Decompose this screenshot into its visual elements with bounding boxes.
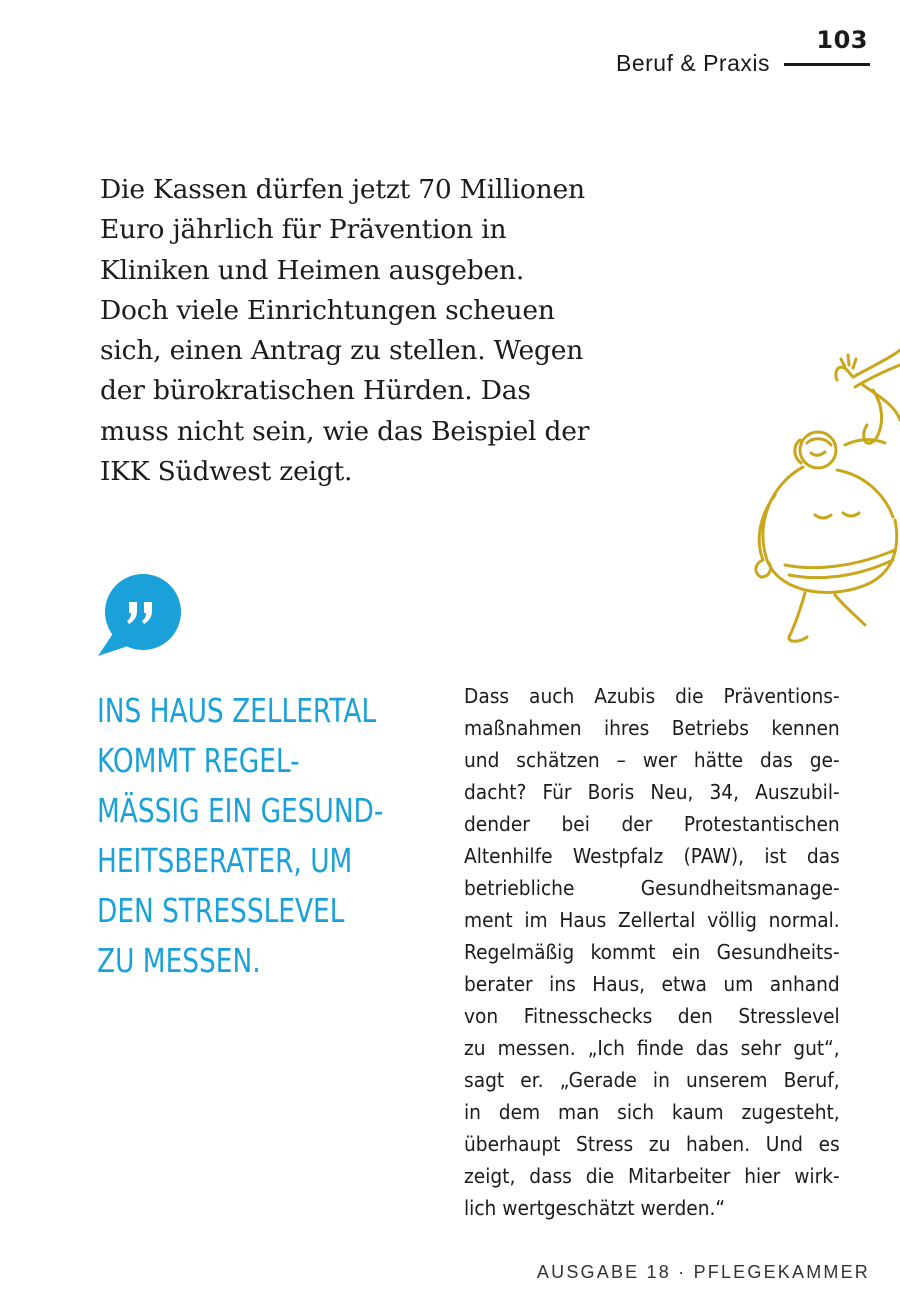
- body-line: ment im Haus Zellertal völlig normal.: [464, 908, 840, 932]
- body-line: Dass auch Azubis die Präventions-: [464, 684, 840, 708]
- pull-quote: [97, 686, 433, 986]
- body-line: dender bei der Protestantischen: [464, 812, 840, 836]
- section-label: Beruf & Praxis: [616, 50, 770, 76]
- header-rule: [784, 63, 870, 66]
- body-line: überhaupt Stress zu haben. Und es: [464, 1132, 840, 1156]
- body-line: berater ins Haus, etwa um anhand: [464, 972, 840, 996]
- footer-issue-label: AUSGABE 18 · PFLEGEKAMMER: [536, 1262, 870, 1282]
- body-line: von Fitnesschecks den Stresslevel: [464, 1004, 840, 1028]
- intro-line: Euro jährlich für Prävention in: [100, 214, 507, 246]
- intro-line: muss nicht sein, wie das Beispiel der: [100, 415, 590, 447]
- intro-line: der bürokratischen Hürden. Das: [100, 375, 531, 407]
- body-line: zu messen. „Ich finde das sehr gut“,: [464, 1036, 840, 1060]
- body-line: Regelmäßig kommt ein Gesundheits-: [464, 940, 840, 964]
- pull-quote-line: ZU MESSEN.: [97, 941, 261, 980]
- intro-line: Kliniken und Heimen ausgeben.: [100, 254, 525, 286]
- pull-quote-line: INS HAUS ZELLERTAL: [97, 691, 377, 730]
- intro-line: Die Kassen dürfen jetzt 70 Millionen: [100, 174, 585, 205]
- speech-bubble-quote-icon: [96, 570, 186, 658]
- body-line: zeigt, dass die Mitarbeiter hier wirk-: [464, 1164, 840, 1188]
- intro-paragraph: [100, 170, 640, 492]
- pull-quote-line: MÄSSIG EIN GESUND-: [97, 791, 384, 830]
- body-line: maßnahmen ihres Betriebs kennen: [464, 716, 840, 740]
- body-line: betriebliche Gesundheitsmanage-: [464, 876, 840, 900]
- body-paragraph: [464, 680, 840, 1224]
- body-line: lich wertgeschätzt werden.“: [464, 1196, 726, 1220]
- person-illustration-icon: [745, 345, 900, 645]
- intro-line: sich, einen Antrag zu stellen. Wegen: [100, 335, 584, 367]
- pull-quote-line: KOMMT REGEL-: [97, 741, 300, 780]
- pull-quote-line: DEN STRESSLEVEL: [97, 891, 345, 930]
- pull-quote-line: HEITSBERATER, UM: [97, 841, 353, 880]
- body-line: Altenhilfe Westpfalz (PAW), ist das: [464, 844, 840, 868]
- body-line: dacht? Für Boris Neu, 34, Auszubil-: [464, 780, 840, 804]
- intro-line: IKK Südwest zeigt.: [100, 456, 353, 488]
- intro-line: Doch viele Einrichtungen scheuen: [100, 294, 555, 326]
- page-number: 103: [816, 26, 868, 54]
- body-line: und schätzen – wer hätte das ge-: [464, 748, 840, 772]
- body-line: in dem man sich kaum zugesteht,: [464, 1100, 840, 1124]
- body-line: sagt er. „Gerade in unserem Beruf,: [464, 1068, 840, 1092]
